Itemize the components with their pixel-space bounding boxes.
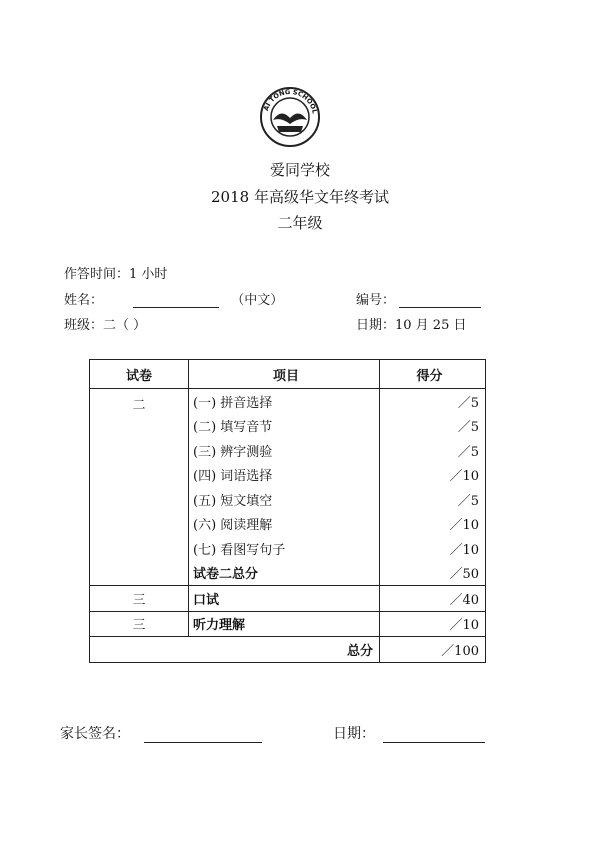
paper2-total-label: 试卷二总分 (189, 561, 380, 586)
parent-sign-label: 家长签名： (60, 726, 130, 742)
header-item: 项目 (189, 360, 380, 389)
exam-title: 2018 年高级华文年终考试 (211, 188, 389, 206)
total-score: ／100 (380, 637, 486, 663)
listening-paper: 三 (90, 611, 189, 637)
item-score: ／5 (380, 438, 486, 463)
footer-date-row (333, 723, 485, 743)
footer-date-blank[interactable] (383, 728, 485, 743)
score-table (89, 359, 486, 663)
school-name: 爱同学校 (269, 161, 330, 179)
item-score: ／5 (380, 414, 486, 439)
paper2-cell: 二 (90, 389, 189, 586)
date-label: 日期：10 月 25 日 (356, 318, 467, 333)
item-label: (五) 短文填空 (189, 487, 380, 512)
footer-date-label: 日期： (333, 726, 375, 742)
time-label: 作答时间：1 小时 (64, 267, 168, 282)
item-score: ／10 (380, 536, 486, 561)
number-label: 编号： (356, 293, 396, 308)
paper2-total-score: ／50 (380, 561, 486, 586)
item-label: (七) 看图写句子 (189, 536, 380, 561)
item-label: (三) 辨字测验 (189, 438, 380, 463)
name-suffix: （中文） (231, 293, 284, 308)
oral-label: 口试 (189, 586, 380, 612)
school-logo (253, 84, 327, 154)
number-blank[interactable] (399, 293, 481, 308)
grade-label: 二年级 (277, 214, 323, 232)
item-score: ／5 (380, 389, 486, 414)
item-score: ／10 (380, 512, 486, 537)
item-label: (四) 词语选择 (189, 463, 380, 488)
item-label: (二) 填写音节 (189, 414, 380, 439)
listening-score: ／10 (380, 611, 486, 637)
item-label: (六) 阅读理解 (189, 512, 380, 537)
parent-sign-blank[interactable] (144, 728, 262, 743)
name-row (64, 289, 283, 308)
name-blank[interactable] (133, 293, 219, 308)
oral-score: ／40 (380, 586, 486, 612)
parent-sign-row (60, 723, 262, 743)
class-label: 班级：二（ ） (64, 318, 147, 333)
total-label: 总分 (90, 637, 380, 663)
header-paper: 试卷 (90, 360, 189, 389)
listening-label: 听力理解 (189, 611, 380, 637)
item-label: (一) 拼音选择 (189, 389, 380, 414)
header-score: 得分 (380, 360, 486, 389)
name-label: 姓名： (64, 293, 104, 308)
item-score: ／5 (380, 487, 486, 512)
logo-text: AI TONG SCHOOL (261, 87, 319, 115)
item-score: ／10 (380, 463, 486, 488)
oral-paper: 三 (90, 586, 189, 612)
number-row (356, 289, 481, 308)
svg-text:AI TONG SCHOOL (262, 88, 319, 114)
